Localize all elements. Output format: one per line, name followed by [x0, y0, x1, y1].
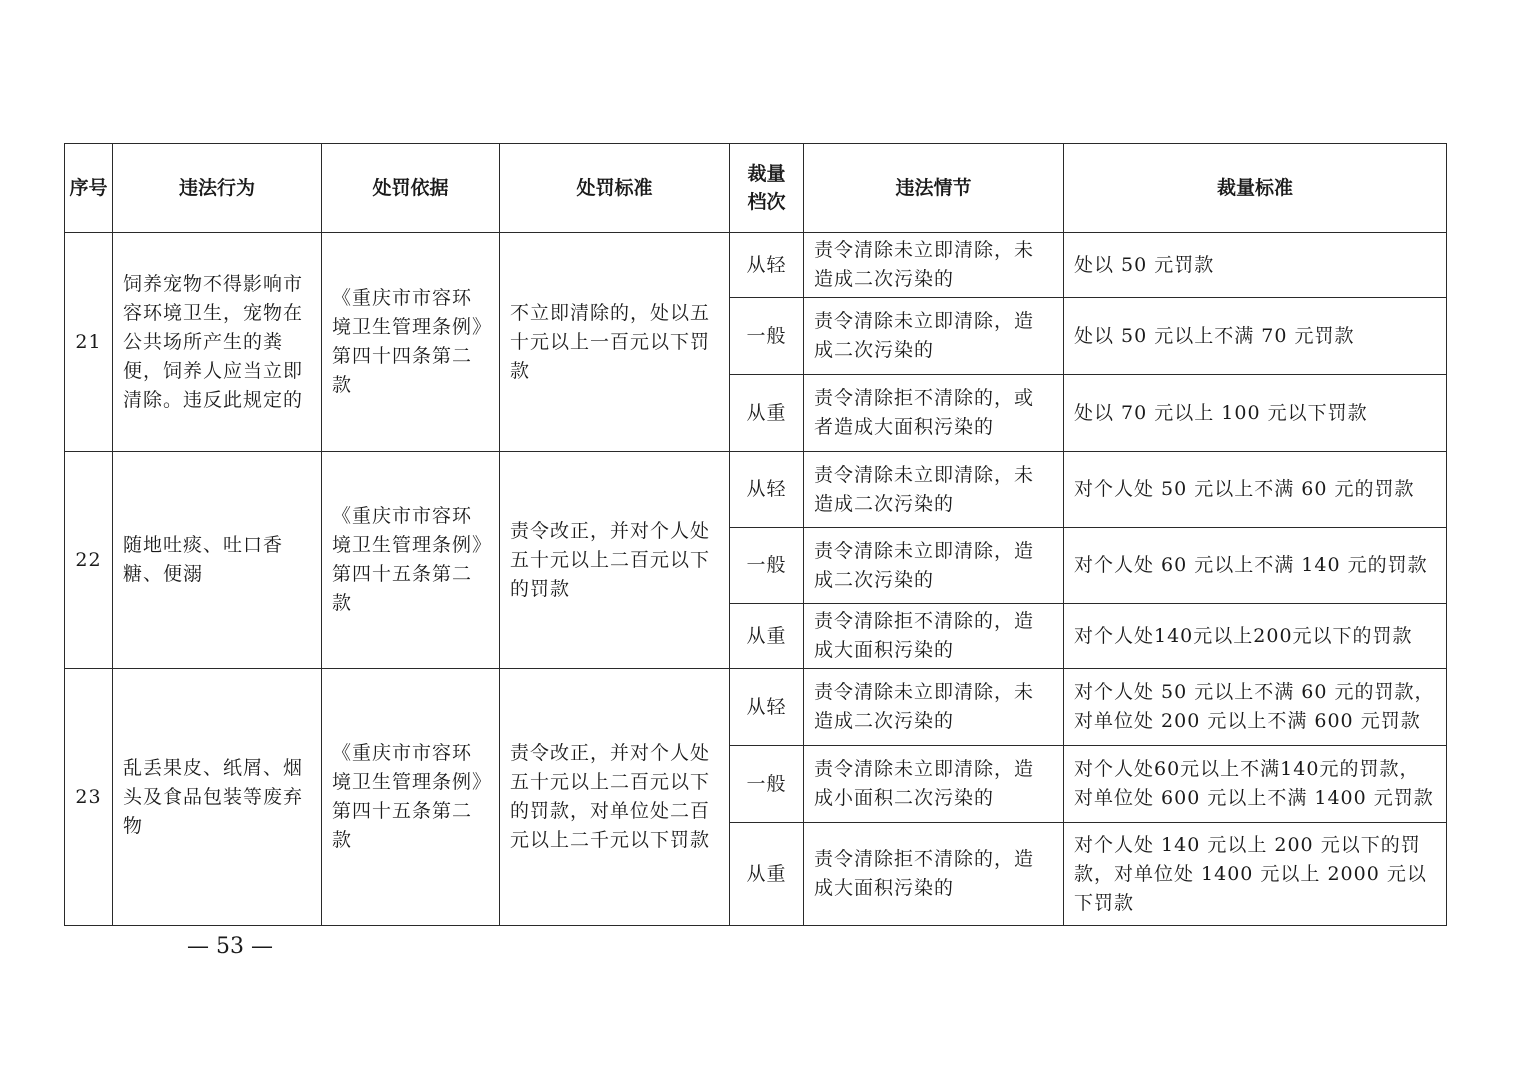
tier-circumstance: 责令清除未立即清除，未造成二次污染的	[804, 233, 1064, 298]
tier-level: 一般	[730, 746, 804, 823]
row-seq: 21	[65, 233, 113, 452]
tier-level: 从轻	[730, 233, 804, 298]
tier-level: 从轻	[730, 669, 804, 746]
tier-discretion: 对个人处 50 元以上不满 60 元的罚款	[1064, 452, 1447, 528]
header-basis: 处罚依据	[322, 144, 500, 233]
tier-discretion: 对个人处140元以上200元以下的罚款	[1064, 604, 1447, 669]
tier-discretion: 处以 70 元以上 100 元以下罚款	[1064, 375, 1447, 452]
row-behavior: 乱丢果皮、纸屑、烟头及食品包装等废弃物	[113, 669, 322, 926]
page-number: — 53 —	[187, 934, 273, 959]
row-basis: 《重庆市市容环境卫生管理条例》第四十四条第二款	[322, 233, 500, 452]
header-behavior: 违法行为	[113, 144, 322, 233]
header-discretion: 裁量标准	[1064, 144, 1447, 233]
tier-level: 一般	[730, 528, 804, 604]
tier-level: 从轻	[730, 452, 804, 528]
tier-level: 一般	[730, 298, 804, 375]
header-seq: 序号	[65, 144, 113, 233]
tier-discretion: 处以 50 元以上不满 70 元罚款	[1064, 298, 1447, 375]
row-standard: 责令改正，并对个人处五十元以上二百元以下的罚款	[500, 452, 730, 669]
header-standard: 处罚标准	[500, 144, 730, 233]
tier-circumstance: 责令清除未立即清除，未造成二次污染的	[804, 452, 1064, 528]
header-row	[65, 144, 1447, 233]
tier-circumstance: 责令清除未立即清除，造成小面积二次污染的	[804, 746, 1064, 823]
tier-circumstance: 责令清除拒不清除的，或者造成大面积污染的	[804, 375, 1064, 452]
tier-level: 从重	[730, 823, 804, 926]
row-seq: 22	[65, 452, 113, 669]
tier-discretion: 处以 50 元罚款	[1064, 233, 1447, 298]
tier-circumstance: 责令清除拒不清除的，造成大面积污染的	[804, 604, 1064, 669]
tier-circumstance: 责令清除拒不清除的，造成大面积污染的	[804, 823, 1064, 926]
row-behavior: 饲养宠物不得影响市容环境卫生，宠物在公共场所产生的粪便，饲养人应当立即清除。违反此规定的	[113, 233, 322, 452]
tier-circumstance: 责令清除未立即清除，造成二次污染的	[804, 298, 1064, 375]
tier-circumstance: 责令清除未立即清除，造成二次污染的	[804, 528, 1064, 604]
row-basis: 《重庆市市容环境卫生管理条例》第四十五条第二款	[322, 669, 500, 926]
tier-level: 从重	[730, 375, 804, 452]
tier-discretion: 对个人处 50 元以上不满 60 元的罚款，对单位处 200 元以上不满 600 元罚款	[1064, 669, 1447, 746]
table-row	[65, 233, 1447, 298]
row-seq: 23	[65, 669, 113, 926]
table-row	[65, 452, 1447, 528]
tier-discretion: 对个人处 60 元以上不满 140 元的罚款	[1064, 528, 1447, 604]
header-circumstance: 违法情节	[804, 144, 1064, 233]
row-behavior: 随地吐痰、吐口香糖、便溺	[113, 452, 322, 669]
penalty-discretion-table	[64, 143, 1447, 926]
tier-discretion: 对个人处 140 元以上 200 元以下的罚款，对单位处 1400 元以上 2000 元以下罚款	[1064, 823, 1447, 926]
table-row	[65, 669, 1447, 746]
tier-level: 从重	[730, 604, 804, 669]
row-standard: 不立即清除的，处以五十元以上一百元以下罚款	[500, 233, 730, 452]
tier-circumstance: 责令清除未立即清除，未造成二次污染的	[804, 669, 1064, 746]
row-basis: 《重庆市市容环境卫生管理条例》第四十五条第二款	[322, 452, 500, 669]
tier-discretion: 对个人处60元以上不满140元的罚款，对单位处 600 元以上不满 1400 元罚款	[1064, 746, 1447, 823]
header-level: 裁量档次	[730, 144, 804, 233]
row-standard: 责令改正，并对个人处五十元以上二百元以下的罚款，对单位处二百元以上二千元以下罚款	[500, 669, 730, 926]
